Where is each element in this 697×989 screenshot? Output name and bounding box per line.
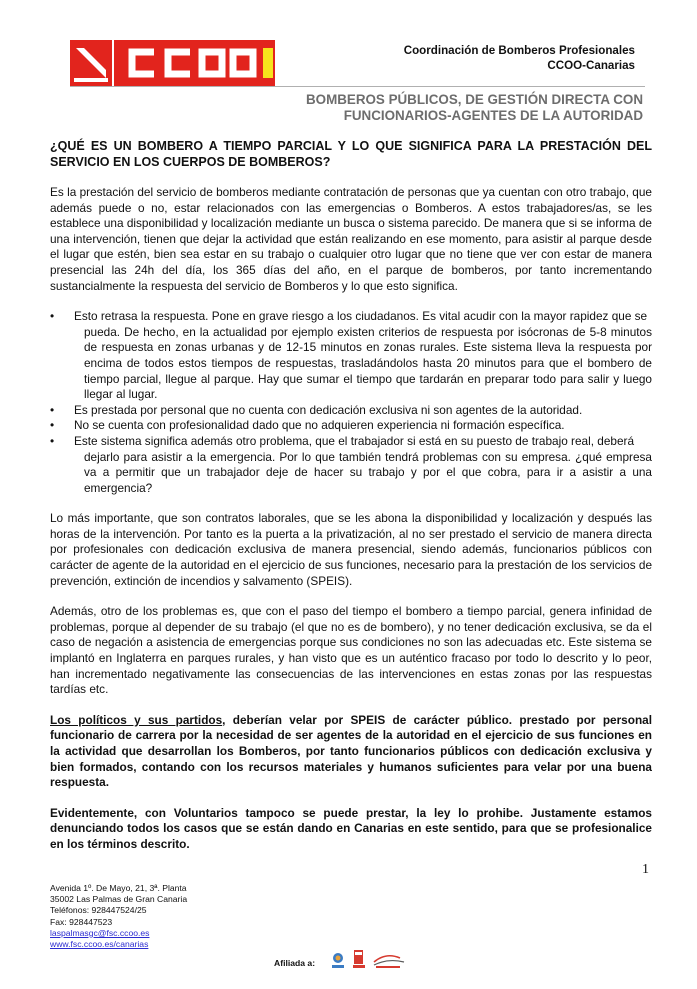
list-item-continuation: dejarlo para asistir a la emergencia. Por lo que también tendrá problemas con su empresa. ¿qué empresa va a permitir que un trabajador deje de hacer su trabajo y por el que cobra, para ir a asistir a una emergencia? (84, 449, 652, 495)
footer-address-line-2: 35002 Las Palmas de Gran Canaria (50, 894, 188, 905)
page-number: 1 (642, 862, 649, 877)
etuc-logo-icon (353, 950, 365, 968)
website-link[interactable]: www.fsc.ccoo.es/canarias (50, 939, 149, 950)
header-tagline: BOMBEROS PÚBLICOS, DE GESTIÓN DIRECTA CON FUNCIONARIOS-AGENTES DE LA AUTORIDAD (305, 92, 643, 123)
list-item (50, 434, 652, 496)
bullet-icon: • (50, 433, 55, 448)
org-line-1: Coordinación de Bomberos Profesionales (403, 44, 635, 57)
list-item (50, 309, 652, 403)
intro-paragraph: Es la prestación del servicio de bomberos mediante contratación de personas que ya cuentan con otro trabajo, que además puede o no, estar relacionados con las emergencias o Bomberos. A estos trabajadores/as, se les establece una disponibilidad y localización mediante un busca o sistema parecido. De manera que si se informa de una intervención, tienen que dejar la actividad que están realizando en ese momento, para asistir al parque desde el lugar que estén, bien sea estar en su trabajo o cualquier otro lugar que no tiene que ver con estar de manera presencial las 24h del día, los 365 días del año, en el parque de bomberos, por tanto incrementando sustancialmente la respuesta del servicio de Bomberos y lo que esto significa. (50, 185, 652, 293)
org-line-2: CCOO-Canarias (547, 59, 635, 72)
privatization-paragraph: Lo más importante, que son contratos laborales, que se les abona la disponibilidad y localización y después las horas de la intervención. Por tanto es la puerta a la privatización, al no ser prestado el servicio de manera directa por profesionales con dedicación exclusiva de manera presencial, siendo además, funcionarios públicos con carácter de agente de la autoridad en el ejercicio de sus funciones, necesario para la prestación de los servicios de prevención, extinción de incendios y salvamento (SPEIS). (50, 511, 652, 588)
list-item-first-line: Esto retrasa la respuesta. Pone en grave riesgo a los ciudadanos. Es vital acudir con la mayor rapidez que se (74, 309, 648, 324)
organization-name (404, 43, 635, 73)
volunteers-paragraph: Evidentemente, con Voluntarios tampoco se puede prestar, la ley lo prohibe. Justamente estamos denunciando todos los casos que se están dando en Canarias en este sentido, para que se profesionalice en los términos descrito. (50, 805, 652, 851)
footer-phones: Teléfonos: 928447524/25 (50, 905, 147, 916)
bullet-icon: • (50, 418, 55, 433)
problems-paragraph: Además, otro de los problemas es, que con el paso del tiempo el bombero a tiempo parcial, genera infinidad de problemas, porque al depender de su trabajo (el que no es de bombero), y no tener dedicación exclusiva, se da el caso de negación a asistencia de emergencias porque sus condiciones no son las adecuadas etc. Este sistema se implantó en Inglaterra en parques rurales, y han visto que es un auténtico fracaso por todo lo descrito y lo peor, han incrementado negativamente las consecuencias de las intervenciones en estas zonas por las respuestas tardías etc. (50, 604, 652, 697)
affiliation-label: Afiliada a: (274, 958, 316, 968)
footer-contact (50, 883, 187, 950)
politicians-paragraph-text: , deberían velar por SPEIS de carácter público. prestado por personal funcionario de carrera por la necesidad de ser agentes de la autoridad en el ejercicio de sus funciones en la actividad que desarrollan los Bomberos, por tanto funcionarios públicos con dedicación exclusiva y bien formados, contando con los recursos materiales y humanos suficientes para velar por una buena respuesta. (50, 712, 652, 790)
footer-fax: Fax: 928447523 (50, 916, 113, 927)
footer-address-line-1: Avenida 1º. De Mayo, 21, 3ª. Planta (50, 883, 187, 893)
document-body (50, 138, 652, 868)
email-link[interactable]: laspalmasgc@fsc.ccoo.es (50, 927, 150, 938)
bullet-icon: • (50, 402, 55, 417)
header-divider (70, 86, 645, 87)
list-item (50, 403, 652, 419)
ituc-logo-icon (332, 953, 344, 968)
affiliation-logos (330, 946, 410, 972)
list-item-first-line: Este sistema significa además otro problema, que el trabajador si está en su puesto de trabajo real, deberá (74, 433, 635, 448)
politicians-paragraph (50, 713, 652, 791)
list-item (50, 418, 652, 434)
bullet-icon: • (50, 309, 55, 324)
psi-logo-icon (374, 956, 404, 968)
list-item-continuation: pueda. De hecho, en la actualidad por ejemplo existen criterios de respuesta por isócronas de 5-8 minutos de respuesta en zonas urbanas y de 12-15 minutos en zonas rurales. Este sistema lleva la respuesta por encima de todos estos tiempos de respuestas, trasladándolos hasta 20 minutos para que el bombero de tiempo parcial, llegue al parque. Hay que sumar el tiempo que tardarán en preparar todo para salir y luego llegar al lugar. (84, 324, 652, 402)
bullet-list (50, 309, 652, 496)
list-item-text: Es prestada por personal que no cuenta con dedicación exclusiva ni son agentes de la autoridad. (74, 402, 583, 417)
ccoo-logo (70, 40, 275, 86)
underlined-phrase: Los políticos y sus partidos (50, 712, 223, 727)
list-item-text: No se cuenta con profesionalidad dado que no adquieren experiencia ni formación específica. (74, 418, 565, 433)
document-heading: ¿QUÉ ES UN BOMBERO A TIEMPO PARCIAL Y LO QUE SIGNIFICA PARA LA PRESTACIÓN DEL SERVICIO EN LOS CUERPOS DE BOMBEROS? (50, 139, 652, 169)
